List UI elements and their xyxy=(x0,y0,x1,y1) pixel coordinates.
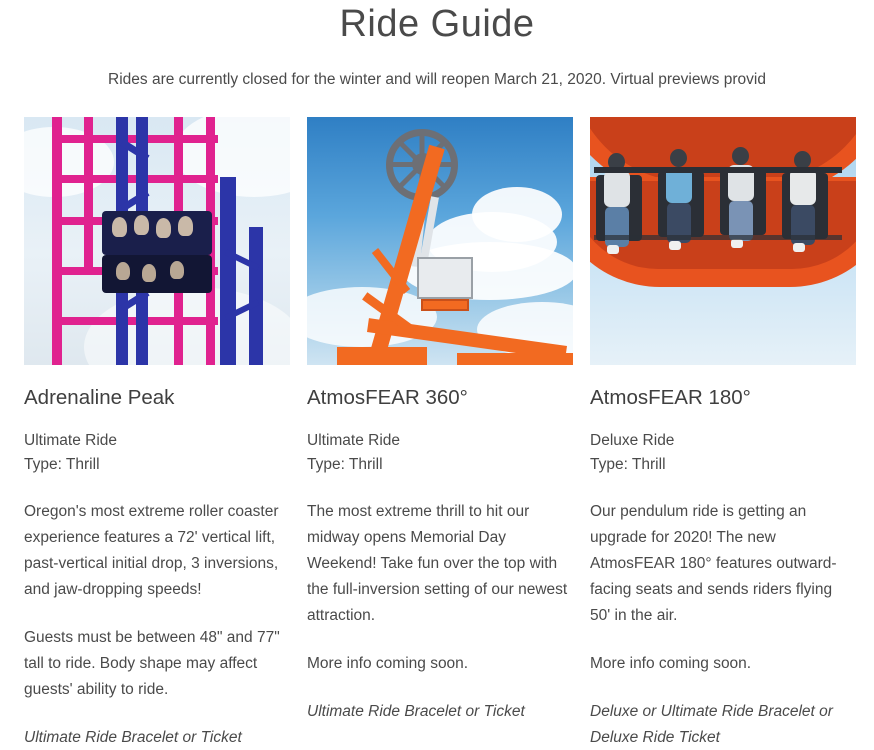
ride-ticket-info: Deluxe or Ultimate Ride Bracelet or Deluxe Ride Ticket xyxy=(590,703,833,746)
ride-category: Deluxe Ride xyxy=(590,432,675,449)
ride-description: The most extreme thrill to hit our midway opens Memorial Day Weekend! Take fun over the top with the full-inversion setting of our newest attraction. xyxy=(307,503,568,624)
page-title: Ride Guide xyxy=(339,3,535,44)
closure-notice: Rides are currently closed for the winter and will reopen March 21, 2020. Virtual previews provid xyxy=(108,71,766,88)
ride-ticket-info: Ultimate Ride Bracelet or Ticket xyxy=(24,729,242,746)
ride-type: Type: Thrill xyxy=(590,456,666,473)
ride-card xyxy=(307,117,573,725)
ride-type: Type: Thrill xyxy=(24,456,100,473)
ride-note: More info coming soon. xyxy=(590,655,752,672)
ride-card xyxy=(590,117,856,750)
ride-description: Our pendulum ride is getting an upgrade for 2020! The new AtmosFEAR 180° features outward-facing seats and sends riders flying 50' in the air. xyxy=(590,503,837,624)
atmosfear-180-photo xyxy=(590,117,856,365)
ride-description: Oregon's most extreme roller coaster experience features a 72' vertical lift, past-vertical initial drop, 3 inversions, and jaw-dropping speeds! xyxy=(24,503,279,598)
ride-name: AtmosFEAR 180° xyxy=(590,386,751,409)
ride-ticket-info: Ultimate Ride Bracelet or Ticket xyxy=(307,703,525,720)
ride-category: Ultimate Ride xyxy=(307,432,401,449)
ride-note: Guests must be between 48" and 77" tall to ride. Body shape may affect guests' ability to ride. xyxy=(24,629,280,698)
ride-meta xyxy=(307,429,573,477)
ride-note: More info coming soon. xyxy=(307,655,469,672)
ride-category: Ultimate Ride xyxy=(24,432,118,449)
ride-name: AtmosFEAR 360° xyxy=(307,386,468,409)
atmosfear-360-photo xyxy=(307,117,573,365)
ride-type: Type: Thrill xyxy=(307,456,383,473)
ride-card-list xyxy=(0,117,874,750)
ride-meta xyxy=(590,429,856,477)
ride-card xyxy=(24,117,290,750)
ride-name: Adrenaline Peak xyxy=(24,386,175,409)
adrenaline-peak-photo xyxy=(24,117,290,365)
ride-meta xyxy=(24,429,290,477)
